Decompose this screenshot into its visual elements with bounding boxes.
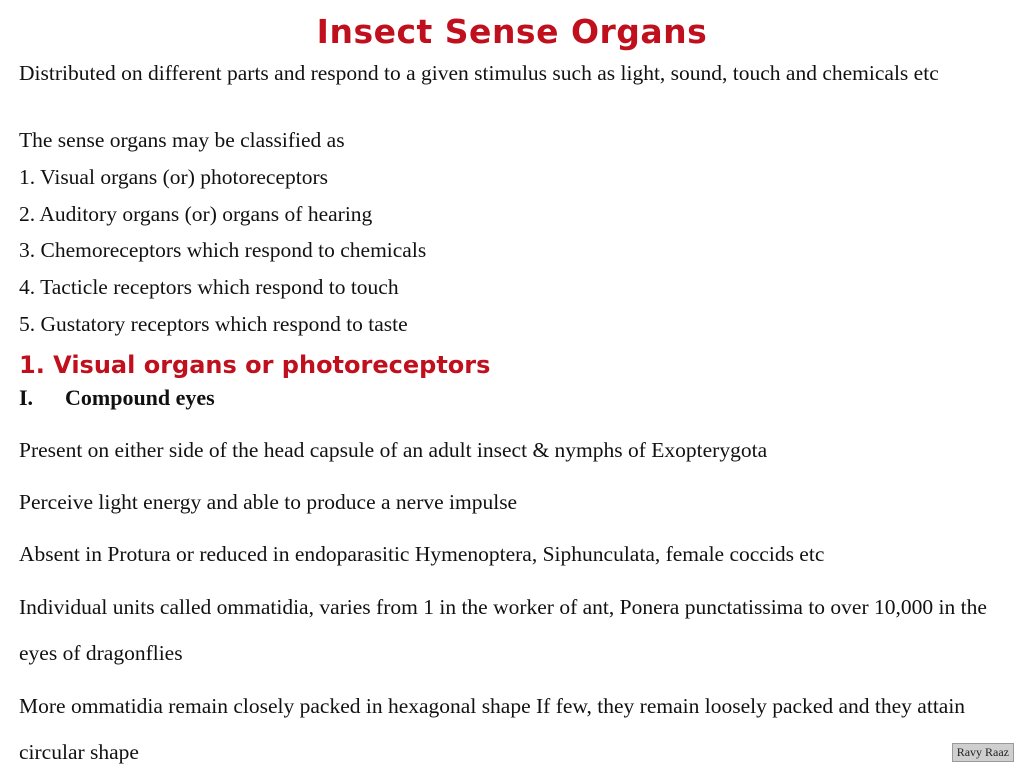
subsection-number: I. <box>19 385 34 410</box>
list-item: 4. Tacticle receptors which respond to touch <box>19 275 399 299</box>
subsection-label: Compound eyes <box>65 385 215 410</box>
point-item: Perceive light energy and able to produce a nerve impulse <box>19 490 518 514</box>
point-item: Individual units called ommatidia, varies from 1 in the worker of ant, Ponera punctatissima to over 10,000 in the eyes of dragonflies <box>19 595 987 665</box>
classified-text: The sense organs may be classified as <box>19 128 345 152</box>
list-item: 1. Visual organs (or) photoreceptors <box>19 165 328 189</box>
author-watermark: Ravy Raaz <box>952 743 1014 762</box>
list-item: 5. Gustatory receptors which respond to taste <box>19 312 408 336</box>
point-item: Absent in Protura or reduced in endoparasitic Hymenoptera, Siphunculata, female coccids etc <box>19 542 825 566</box>
intro-text: Distributed on different parts and respond to a given stimulus such as light, sound, touch and chemicals etc <box>19 61 939 85</box>
page-title: Insect Sense Organs <box>316 12 708 51</box>
point-item: Present on either side of the head capsule of an adult insect & nymphs of Exopterygota <box>19 438 768 462</box>
point-item: More ommatidia remain closely packed in hexagonal shape If few, they remain loosely packed and they attain circular shape <box>19 694 966 764</box>
list-item: 2. Auditory organs (or) organs of hearing <box>19 202 373 226</box>
list-item: 3. Chemoreceptors which respond to chemicals <box>19 238 427 262</box>
subsection-heading <box>19 383 215 413</box>
section-heading: 1. Visual organs or photoreceptors <box>19 351 491 379</box>
